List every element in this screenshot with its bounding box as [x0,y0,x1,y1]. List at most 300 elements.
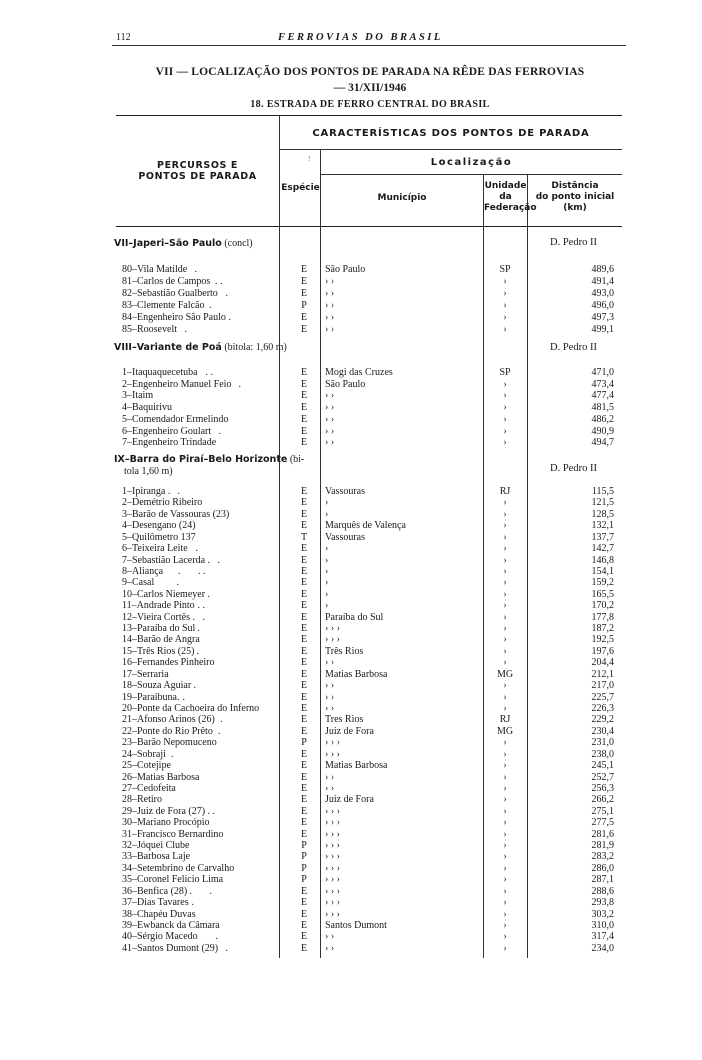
stop-name: 26–Matias Barbosa [122,771,200,783]
municipality: Juiz de Fora [325,725,374,737]
stop-name: 84–Engenheiro São Paulo [122,311,226,323]
table-row [0,379,702,391]
leader-dots: . [213,725,221,737]
stop-type: E [300,794,308,806]
stop-type: E [300,390,308,402]
distance-reference: D. Pedro II [550,237,597,248]
stop-name: 15–Três Rios (25) [122,645,195,657]
stop-name: 80–Vila Matilde [122,264,188,275]
table-row [0,276,702,288]
federal-unit: › [503,508,507,520]
table-row [0,703,702,715]
distance-km: 489,6 [591,264,614,275]
stop-type: E [300,565,308,577]
municipality: › › [325,657,335,669]
stop-type: E [300,275,308,287]
stop-name: 35–Coronel Felício Lima [122,874,224,886]
distance-km: 256,3 [591,782,614,794]
leader-dots: . [218,287,228,299]
header-uf [484,181,537,214]
stop-name: 3–Barão de Vassouras (23) [122,508,230,520]
distance-km: 146,8 [591,554,614,566]
stop-type: E [300,828,308,840]
header-distance-line2: do ponto inicial [535,192,615,202]
distance-km: 283,2 [591,851,614,863]
stop-name: 34–Setembrino de Carvalho [122,862,235,874]
leader-dots: . [191,680,196,692]
table-row [0,806,702,818]
header-characteristics: CARACTERÍSTICAS DOS PONTOS DE PARADA [312,128,590,139]
leader-dots: . [170,486,180,497]
table-row [0,634,702,646]
leader-dots: . [226,311,231,323]
header-rule-localizacao [321,174,622,175]
federal-unit: › [503,817,507,829]
section-heading: VII–Japeri–São Paulo (concl) [114,238,253,249]
federal-unit: › [503,497,507,509]
distance-km: 170,2 [591,600,614,612]
municipality: › [325,577,329,589]
federal-unit: › [503,287,507,299]
table-row [0,840,702,852]
stop-name: 17–Serraria [122,668,169,680]
distance-km: 159,2 [591,577,614,589]
municipality: › [325,554,329,566]
distance-km: 293,8 [591,897,614,909]
federal-unit: › [503,805,507,817]
stop-name: 21–Afonso Arinos (26) [122,714,215,726]
municipality: › › [325,413,335,425]
leader-dots: . . [205,554,220,566]
stop-type: E [300,702,308,714]
table-row [0,414,702,426]
distance-km: 499,1 [591,323,614,335]
federal-unit: › [503,942,507,954]
stop-type: E [300,919,308,931]
municipality: › › › [325,748,340,760]
leader-dots: . . . [163,565,206,577]
municipality: › › › [325,862,340,874]
stop-type: P [301,874,307,886]
federal-unit: › [503,897,507,909]
municipality: › › [325,782,335,794]
stop-type: E [300,543,308,555]
federal-unit: RJ [499,714,511,726]
municipality: › [325,600,329,612]
section-heading: IX–Barra do Piraí–Belo Horizonte (bi- [114,454,305,465]
table-row [0,532,702,544]
municipality: › › [325,299,335,311]
stop-name: 8–Aliança [122,565,164,577]
stop-name: 2–Engenheiro Manuel Feio [122,378,232,390]
municipality: › › [325,311,335,323]
table-row [0,680,702,692]
stop-name: 36–Benfica (28) [122,885,188,897]
header-distance [528,181,622,214]
distance-km: 231,0 [591,737,614,749]
table-row [0,874,702,886]
distance-km: 132,1 [591,520,614,532]
header-uf-line2: da [499,192,512,202]
federal-unit: › [503,691,507,703]
stop-name: 85–Roosevelt [122,323,177,335]
municipality: › › › [325,634,340,646]
federal-unit: MG [496,725,514,737]
stop-type: E [300,600,308,612]
federal-unit: › [503,378,507,390]
stop-type: P [301,851,307,863]
federal-unit: › [503,600,507,612]
distance-km: 287,1 [591,874,614,886]
municipality: › › [325,275,335,287]
section-heading-continuation: tola 1,60 m) [124,466,173,477]
page-number: 112 [116,32,131,43]
municipality: › [325,508,329,520]
federal-unit: › [503,437,507,449]
federal-unit: › [503,680,507,692]
stop-type: E [300,425,308,437]
stop-type: E [300,508,308,520]
stop-name: 7–Engenheiro Trindade [122,437,217,449]
stop-type: P [301,862,307,874]
stop-name: 38–Chapéu Duvas [122,908,196,920]
header-rule [112,45,626,46]
distance-km: 310,0 [591,919,614,931]
section-heading: VIII–Variante de Poá (bitola: 1,60 m) [114,342,287,353]
federal-unit: › [503,543,507,555]
header-especie: Espécie [281,183,320,193]
table-row [0,726,702,738]
municipality: Tres Rios [325,714,364,726]
distance-km: 481,5 [591,402,614,414]
federal-unit: › [503,931,507,943]
stop-name: 22–Ponte do Rio Prêto [122,725,213,737]
municipality: › › [325,287,335,299]
distance-km: 197,6 [591,645,614,657]
leader-dots: . . [205,805,215,817]
table-row [0,437,702,449]
federal-unit: › [503,577,507,589]
stop-name: 6–Engenheiro Goulart [122,425,212,437]
table-row [0,783,702,795]
municipality: Mogi das Cruzes [325,367,393,378]
table-row [0,737,702,749]
municipality: › › [325,437,335,449]
table-row [0,794,702,806]
stop-type: E [300,897,308,909]
table-row [0,760,702,772]
stop-type: E [300,623,308,635]
distance-km: 281,9 [591,840,614,852]
stop-name: 31–Francisco Bernardino [122,828,224,840]
distance-km: 473,4 [591,378,614,390]
stop-type: E [300,931,308,943]
stop-type: E [300,760,308,772]
municipality: São Paulo [325,378,366,390]
stop-type: E [300,497,308,509]
municipality: Vassouras [325,531,365,543]
table-row [0,367,702,379]
stop-name: 33–Barbosa Laje [122,851,191,863]
federal-unit: › [503,623,507,635]
distance-km: 204,4 [591,657,614,669]
federal-unit: › [503,531,507,543]
stop-type: E [300,782,308,794]
distance-km: 238,0 [591,748,614,760]
distance-km: 303,2 [591,908,614,920]
leader-dots: . . [198,367,213,378]
stop-name: 7–Sebastião Lacerda [122,554,206,566]
stop-name: 23–Barão Nepomuceno [122,737,217,749]
section-title: VII — LOCALIZAÇÃO DOS PONTOS DE PARADA NA RÊDE DAS FERROVIAS [155,66,585,78]
municipality: Santos Dumont [325,919,387,931]
stop-name: 24–Sobraji [122,748,166,760]
municipality: › › › [325,874,340,886]
distance-km: 275,1 [591,805,614,817]
federal-unit: › [503,402,507,414]
stop-type: E [300,634,308,646]
distance-km: 128,5 [591,508,614,520]
municipality: Três Rios [325,645,364,657]
table-row [0,426,702,438]
table-row [0,312,702,324]
distance-km: 230,4 [591,725,614,737]
table-row [0,390,702,402]
stop-type: E [300,714,308,726]
stop-type: E [300,657,308,669]
stop-name: 18–Souza Aguiar [122,680,192,692]
stop-name: 20–Ponte da Cachoeira do Inferno [122,702,260,714]
municipality: › › › [325,623,340,635]
table-row [0,897,702,909]
federal-unit: › [503,737,507,749]
table-row [0,829,702,841]
distance-km: 137,7 [591,531,614,543]
federal-unit: › [503,702,507,714]
distance-km: 121,5 [591,497,614,509]
distance-km: 471,0 [591,367,614,378]
stop-type: P [301,737,307,749]
table-row [0,886,702,898]
federal-unit: › [503,794,507,806]
distance-km: 266,2 [591,794,614,806]
municipality: › › › [325,908,340,920]
table-row [0,909,702,921]
table-row [0,402,702,414]
section-date: — 31/XII/1946 [333,82,407,94]
distance-km: 115,5 [591,486,614,497]
table-row [0,714,702,726]
municipality: Vassouras [325,486,365,497]
federal-unit: › [503,413,507,425]
table-row [0,669,702,681]
distance-km: 229,2 [591,714,614,726]
stop-name: 10–Carlos Niemeyer [122,588,206,600]
stop-name: 81–Carlos de Campos [122,275,211,287]
header-distance-line3: (km) [563,203,587,213]
leader-dots: . [194,645,199,657]
municipality: › › › [325,817,340,829]
leader-dots: . [215,714,223,726]
municipality: Marquês de Valença [325,520,406,532]
table-top-rule [116,115,622,116]
stop-name: 6–Teixeira Leite [122,543,188,555]
header-uf-line1: Unidade [484,181,527,191]
table-row [0,931,702,943]
stop-type: E [300,771,308,783]
distance-km: 497,3 [591,311,614,323]
distance-km: 493,0 [591,287,614,299]
running-title: FERROVIAS DO BRASIL [278,32,443,43]
distance-km: 288,6 [591,885,614,897]
stop-type: E [300,311,308,323]
distance-km: 496,0 [591,299,614,311]
table-row [0,623,702,635]
stop-name: 4–Baquirivu [122,402,172,414]
stop-name: 11–Andrade Pinto [122,600,195,612]
municipality: › › [325,702,335,714]
federal-unit: › [503,760,507,772]
distance-km: 494,7 [591,437,614,449]
distance-km: 490,9 [591,425,614,437]
header-mark: ! [308,155,311,163]
table-row [0,863,702,875]
federal-unit: SP [499,367,511,378]
distance-km: 225,7 [591,691,614,703]
distance-km: 491,4 [591,275,614,287]
header-localizacao: Localização [430,157,513,168]
stop-name: 37–Dias Tavares [122,897,189,909]
distance-reference: D. Pedro II [550,463,597,474]
table-row [0,749,702,761]
federal-unit: › [503,634,507,646]
table-row [0,264,702,276]
stop-name: 14–Barão de Angra [122,634,200,646]
header-uf-line3: Federação [484,203,537,213]
stop-name: 25–Cotejipe [122,760,171,772]
table-row [0,577,702,589]
distance-km: 165,5 [591,588,614,600]
distance-km: 234,0 [591,942,614,954]
federal-unit: › [503,840,507,852]
stop-type: E [300,437,308,449]
municipality: › › › [325,737,340,749]
leader-dots: . [188,543,198,555]
stop-name: 32–Jóquei Clube [122,840,190,852]
leader-dots: . [177,323,187,335]
federal-unit: › [503,828,507,840]
municipality: › › › [325,828,340,840]
header-routes [116,160,279,182]
stop-type: E [300,942,308,954]
stop-name: 40–Sérgio Macedo [122,931,198,943]
federal-unit: › [503,771,507,783]
federal-unit: › [503,323,507,335]
federal-unit: › [503,885,507,897]
federal-unit: › [503,874,507,886]
stop-type: E [300,748,308,760]
municipality: São Paulo [325,264,366,275]
table-row [0,543,702,555]
stop-type: E [300,611,308,623]
stop-type: E [300,287,308,299]
federal-unit: › [503,611,507,623]
leader-dots: . [189,897,194,909]
distance-km: 212,1 [591,668,614,680]
stop-type: E [300,817,308,829]
municipality: › › [325,402,335,414]
stop-type: E [300,645,308,657]
municipality: › › [325,771,335,783]
distance-km: 486,2 [591,413,614,425]
stop-type: E [300,680,308,692]
table-row [0,324,702,336]
federal-unit: › [503,657,507,669]
table-row [0,772,702,784]
distance-km: 317,4 [591,931,614,943]
stop-type: E [300,668,308,680]
federal-unit: › [503,862,507,874]
stop-type: E [300,691,308,703]
header-routes-line2: PONTOS DE PARADA [138,171,257,182]
table-row [0,486,702,498]
table-row [0,566,702,578]
federal-unit: › [503,645,507,657]
stop-type: E [300,885,308,897]
distance-km: 252,7 [591,771,614,783]
stop-type: E [300,413,308,425]
stop-name: 1–Itaquaquecetuba [122,367,198,378]
stop-name: 5–Comendador Ermelindo [122,413,229,425]
stop-type: E [300,805,308,817]
header-routes-line1: PERCURSOS E [157,160,238,171]
stop-type: T [300,531,308,543]
stop-name: 39–Ewbanck da Câmara [122,919,220,931]
table-row [0,589,702,601]
stop-name: 4–Desengano (24) [122,520,196,532]
table-row [0,497,702,509]
leader-dots: . [205,588,210,600]
federal-unit: › [503,520,507,532]
stop-type: E [300,323,308,335]
table-row [0,657,702,669]
municipality: › › › [325,897,340,909]
municipality: Matias Barbosa [325,760,388,772]
stop-type: E [300,908,308,920]
federal-unit: › [503,565,507,577]
leader-dots: . . [187,885,212,897]
stop-type: E [300,588,308,600]
leader-dots: . [195,623,200,635]
stop-type: E [300,402,308,414]
stop-name: 3–Itaim [122,390,154,402]
table-row [0,300,702,312]
federal-unit: › [503,782,507,794]
federal-unit: › [503,299,507,311]
table-row [0,612,702,624]
distance-reference: D. Pedro II [550,342,597,353]
table-row [0,943,702,955]
municipality: › › [325,390,335,402]
municipality: › › [325,680,335,692]
municipality: › [325,588,329,600]
distance-km: 154,1 [591,565,614,577]
stop-name: 16–Fernandes Pinheiro [122,657,215,669]
stop-type: E [300,264,308,275]
leader-dots: . [166,748,174,760]
stop-type: E [300,378,308,390]
stop-name: 5–Quilômetro 137 [122,531,196,543]
